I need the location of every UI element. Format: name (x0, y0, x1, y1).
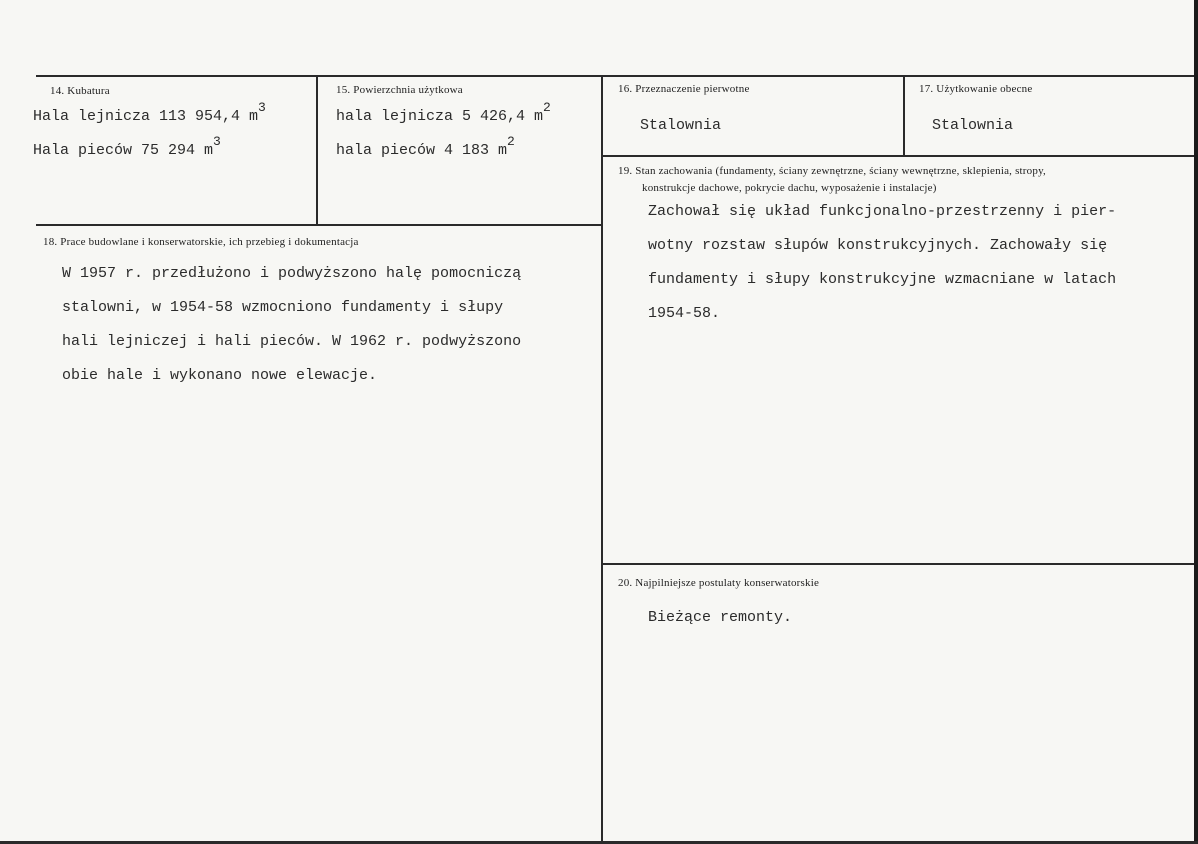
field-18-line: stalowni, w 1954-58 wzmocniono fundamenty i słupy (62, 299, 504, 316)
field-15-label: 15. Powierzchnia użytkowa (336, 84, 463, 96)
field-19-line: 1954-58. (648, 305, 721, 322)
field-19-label-line-1: 19. Stan zachowania (fundamenty, ściany zewnętrzne, ściany wewnętrzne, sklepienia, stropy, (618, 165, 1047, 177)
field-18-line: W 1957 r. przedłużono i podwyższono halę pomocniczą (62, 265, 522, 282)
field-14-line-2-superscript: 3 (213, 134, 221, 149)
field-19-line: fundamenty i słupy konstrukcyjne wzmacniane w latach (648, 271, 1117, 288)
divider-main (601, 75, 603, 841)
rule-under-14-15 (36, 224, 602, 226)
field-20-value: Bieżące remonty. (648, 609, 793, 626)
rule-under-19 (601, 563, 1198, 565)
divider-16-17 (903, 75, 905, 156)
field-19-line: Zachował się układ funkcjonalno-przestrzenny i pier- (648, 203, 1117, 220)
top-rule (36, 75, 1198, 77)
field-14-line-1-superscript: 3 (258, 100, 266, 115)
field-15-line-2-text: hala pieców 4 183 m (336, 142, 508, 159)
field-17-value: Stalownia (932, 117, 1014, 134)
field-14-line-2-text: Hala pieców 75 294 m (33, 142, 214, 159)
field-18-line: hali lejniczej i hali pieców. W 1962 r. podwyższono (62, 333, 522, 350)
field-15-line-1-text: hala lejnicza 5 426,4 m (336, 108, 544, 125)
divider-14-15 (316, 75, 318, 225)
field-15-line-2 (336, 134, 515, 159)
field-16-label: 16. Przeznaczenie pierwotne (618, 83, 750, 95)
field-14-line-2 (33, 134, 221, 159)
field-15-line-1-superscript: 2 (543, 100, 551, 115)
field-16-value: Stalownia (640, 117, 722, 134)
field-18-line: obie hale i wykonano nowe elewacje. (62, 367, 378, 384)
show-through-artifact (648, 597, 1188, 747)
field-19-line: wotny rozstaw słupów konstrukcyjnych. Zachowały się (648, 237, 1108, 254)
field-20-label: 20. Najpilniejsze postulaty konserwatorskie (618, 577, 820, 589)
field-14-line-1 (33, 100, 266, 125)
field-19-text (648, 195, 1116, 331)
card-edge-right (1194, 0, 1198, 844)
field-15-line-1 (336, 100, 551, 125)
field-19-label (618, 163, 1188, 197)
rule-under-16-17 (601, 155, 1198, 157)
field-18-text (62, 257, 521, 393)
field-17-label: 17. Użytkowanie obecne (919, 83, 1033, 95)
field-14-line-1-text: Hala lejnicza 113 954,4 m (33, 108, 259, 125)
field-19-label-line-2: konstrukcje dachowe, pokrycie dachu, wyposażenie i instalacje) (642, 182, 937, 194)
field-18-label: 18. Prace budowlane i konserwatorskie, ich przebieg i dokumentacja (43, 236, 359, 248)
field-15-line-2-superscript: 2 (507, 134, 515, 149)
field-14-label: 14. Kubatura (50, 85, 110, 97)
